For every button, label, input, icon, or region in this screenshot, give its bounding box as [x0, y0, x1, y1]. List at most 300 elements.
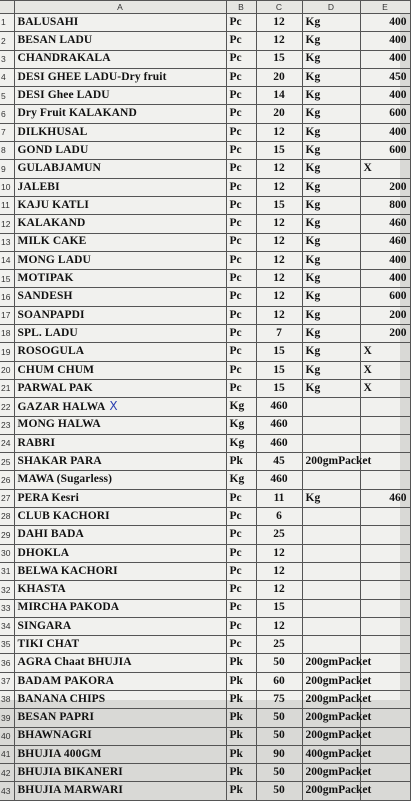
quantity-cell[interactable] [256, 416, 302, 434]
measure-cell[interactable] [302, 379, 360, 397]
unit-cell[interactable] [226, 379, 256, 397]
row-number[interactable] [0, 544, 14, 562]
quantity-cell[interactable] [256, 288, 302, 306]
row-number[interactable] [0, 508, 14, 526]
quantity-cell[interactable] [256, 251, 302, 269]
unit-cell[interactable] [226, 453, 256, 471]
unit-cell[interactable] [226, 636, 256, 654]
measure-cell[interactable] [302, 709, 372, 727]
quantity-cell[interactable] [256, 782, 302, 800]
unit-cell[interactable] [226, 87, 256, 105]
row-number[interactable] [0, 325, 14, 343]
item-name-cell[interactable] [14, 526, 226, 544]
measure-cell[interactable] [302, 251, 360, 269]
row-number[interactable] [0, 343, 14, 361]
measure-cell[interactable] [302, 306, 360, 324]
unit-cell[interactable] [226, 233, 256, 251]
row-number-text: 9 [1, 163, 6, 174]
price-cell[interactable] [360, 361, 410, 379]
measure-cell[interactable] [302, 526, 360, 544]
quantity-cell[interactable] [256, 325, 302, 343]
unit-cell[interactable] [226, 690, 256, 708]
price-cell-text: 600 [389, 143, 407, 156]
item-name-cell[interactable] [14, 782, 226, 800]
price-cell[interactable] [360, 288, 410, 306]
item-name-cell[interactable] [14, 453, 226, 471]
unit-cell[interactable] [226, 32, 256, 50]
price-cell[interactable] [360, 251, 410, 269]
measure-cell[interactable] [302, 654, 372, 672]
unit-cell[interactable] [226, 251, 256, 269]
item-name-cell[interactable] [14, 87, 226, 105]
row-number[interactable] [0, 434, 14, 452]
quantity-cell-text: 12 [273, 253, 285, 266]
measure-cell[interactable] [302, 50, 360, 68]
item-name-cell[interactable] [14, 288, 226, 306]
quantity-cell[interactable] [256, 32, 302, 50]
table-row [0, 398, 410, 416]
row-number[interactable] [0, 416, 14, 434]
price-cell[interactable] [360, 379, 410, 397]
measure-cell[interactable] [302, 489, 360, 507]
measure-cell-text: Kg [305, 143, 321, 156]
measure-cell[interactable] [302, 617, 360, 635]
quantity-cell-text: 14 [273, 89, 285, 102]
item-name-cell[interactable] [14, 178, 226, 196]
quantity-cell[interactable] [256, 471, 302, 489]
unit-cell-text: Pk [229, 674, 243, 687]
price-cell[interactable] [360, 343, 410, 361]
quantity-cell-text: 12 [273, 583, 285, 596]
measure-cell[interactable] [302, 434, 360, 452]
quantity-cell-text: 6 [276, 509, 282, 522]
row-number[interactable] [0, 178, 14, 196]
measure-cell[interactable] [302, 453, 372, 471]
unit-cell[interactable] [226, 599, 256, 617]
measure-cell[interactable] [302, 398, 360, 416]
quantity-cell[interactable] [256, 196, 302, 214]
unit-cell[interactable] [226, 361, 256, 379]
price-cell[interactable] [360, 526, 410, 544]
item-name-cell[interactable] [14, 50, 226, 68]
price-cell[interactable] [360, 306, 410, 324]
row-number[interactable] [0, 782, 14, 800]
price-cell-text: X [363, 162, 372, 175]
item-name-cell-text: BANANA CHIPS [17, 692, 106, 705]
quantity-cell[interactable] [256, 526, 302, 544]
item-name-cell[interactable] [14, 416, 226, 434]
measure-cell[interactable] [302, 343, 360, 361]
measure-cell[interactable] [302, 32, 360, 50]
table-row [0, 416, 410, 434]
item-name-cell[interactable] [14, 306, 226, 324]
item-name-cell[interactable] [14, 325, 226, 343]
price-cell[interactable] [360, 196, 410, 214]
price-cell[interactable] [360, 160, 410, 178]
row-number-text: 35 [1, 639, 11, 650]
item-name-cell-text: DILKHUSAL [17, 125, 88, 138]
price-cell[interactable] [360, 215, 410, 233]
unit-cell[interactable] [226, 270, 256, 288]
unit-cell-text: Pk [229, 784, 243, 797]
item-name-cell[interactable] [14, 489, 226, 507]
row-number[interactable] [0, 196, 14, 214]
quantity-cell[interactable] [256, 636, 302, 654]
unit-cell[interactable] [226, 489, 256, 507]
item-name-cell-text: MAWA (Sugarless) [17, 473, 113, 486]
quantity-cell[interactable] [256, 562, 302, 580]
measure-cell[interactable] [302, 233, 360, 251]
item-name-cell[interactable] [14, 599, 226, 617]
row-number-text: 32 [1, 584, 11, 595]
row-number[interactable] [0, 123, 14, 141]
item-name-cell[interactable] [14, 727, 226, 745]
price-cell[interactable] [360, 14, 410, 32]
measure-cell[interactable] [302, 87, 360, 105]
row-number-text: 39 [1, 712, 11, 723]
quantity-cell[interactable] [256, 727, 302, 745]
quantity-cell[interactable] [256, 745, 302, 763]
price-cell[interactable] [360, 87, 410, 105]
row-number[interactable] [0, 562, 14, 580]
item-name-cell[interactable] [14, 544, 226, 562]
unit-cell[interactable] [226, 196, 256, 214]
unit-cell[interactable] [226, 325, 256, 343]
quantity-cell[interactable] [256, 544, 302, 562]
item-name-cell[interactable] [14, 562, 226, 580]
unit-cell[interactable] [226, 215, 256, 233]
measure-cell[interactable] [302, 215, 360, 233]
item-name-cell[interactable] [14, 398, 226, 416]
quantity-cell[interactable] [256, 14, 302, 32]
quantity-cell[interactable] [256, 123, 302, 141]
measure-cell[interactable] [302, 636, 360, 654]
table-row [0, 471, 410, 489]
row-number[interactable] [0, 160, 14, 178]
price-cell[interactable] [360, 544, 410, 562]
price-cell[interactable] [360, 489, 410, 507]
row-number[interactable] [0, 727, 14, 745]
unit-cell[interactable] [226, 142, 256, 160]
row-number[interactable] [0, 288, 14, 306]
quantity-cell[interactable] [256, 233, 302, 251]
unit-cell[interactable] [226, 105, 256, 123]
measure-cell[interactable] [302, 270, 360, 288]
row-number[interactable] [0, 489, 14, 507]
row-number[interactable] [0, 105, 14, 123]
item-name-cell-text: ROSOGULA [17, 345, 85, 358]
unit-cell[interactable] [226, 14, 256, 32]
unit-cell[interactable] [226, 562, 256, 580]
unit-cell[interactable] [226, 764, 256, 782]
row-number[interactable] [0, 398, 14, 416]
quantity-cell-text: 20 [273, 107, 285, 120]
measure-cell[interactable] [302, 690, 372, 708]
price-cell[interactable] [360, 68, 410, 86]
measure-cell[interactable] [302, 68, 360, 86]
unit-cell[interactable] [226, 544, 256, 562]
quantity-cell[interactable] [256, 306, 302, 324]
item-name-cell[interactable] [14, 508, 226, 526]
item-name-cell[interactable] [14, 471, 226, 489]
unit-cell[interactable] [226, 709, 256, 727]
measure-cell[interactable] [302, 508, 360, 526]
price-cell[interactable] [360, 599, 410, 617]
item-name-cell[interactable] [14, 160, 226, 178]
unit-cell[interactable] [226, 782, 256, 800]
item-name-cell[interactable] [14, 32, 226, 50]
unit-cell[interactable] [226, 398, 256, 416]
measure-cell[interactable] [302, 471, 360, 489]
price-cell[interactable] [360, 270, 410, 288]
row-number[interactable] [0, 68, 14, 86]
item-name-cell[interactable] [14, 672, 226, 690]
unit-cell[interactable] [226, 123, 256, 141]
item-name-cell[interactable] [14, 636, 226, 654]
item-name-cell[interactable] [14, 343, 226, 361]
item-name-cell-text: KALAKAND [17, 217, 86, 230]
item-name-cell[interactable] [14, 709, 226, 727]
row-number[interactable] [0, 32, 14, 50]
row-number[interactable] [0, 50, 14, 68]
item-name-cell[interactable] [14, 123, 226, 141]
unit-cell[interactable] [226, 654, 256, 672]
row-number[interactable] [0, 215, 14, 233]
quantity-cell[interactable] [256, 489, 302, 507]
measure-cell[interactable] [302, 562, 360, 580]
item-name-cell[interactable] [14, 233, 226, 251]
quantity-cell-text: 50 [273, 766, 285, 779]
item-name-cell[interactable] [14, 434, 226, 452]
row-number[interactable] [0, 672, 14, 690]
unit-cell[interactable] [226, 416, 256, 434]
price-cell[interactable] [360, 508, 410, 526]
item-name-cell-text: SHAKAR PARA [17, 455, 102, 468]
item-name-cell[interactable] [14, 379, 226, 397]
measure-cell[interactable] [302, 599, 360, 617]
quantity-cell[interactable] [256, 508, 302, 526]
measure-cell[interactable] [302, 581, 360, 599]
measure-cell[interactable] [302, 105, 360, 123]
item-name-cell[interactable] [14, 581, 226, 599]
item-name-cell[interactable] [14, 270, 226, 288]
quantity-cell[interactable] [256, 709, 302, 727]
row-number-text: 42 [1, 767, 11, 778]
measure-cell-text: Kg [305, 381, 321, 394]
row-number[interactable] [0, 526, 14, 544]
price-cell[interactable] [360, 434, 410, 452]
price-cell[interactable] [360, 325, 410, 343]
quantity-cell[interactable] [256, 617, 302, 635]
price-cell[interactable] [360, 50, 410, 68]
row-number[interactable] [0, 361, 14, 379]
item-name-cell[interactable] [14, 196, 226, 214]
row-number-text: 5 [1, 90, 6, 101]
quantity-cell[interactable] [256, 434, 302, 452]
item-name-cell[interactable] [14, 654, 226, 672]
quantity-cell[interactable] [256, 343, 302, 361]
measure-cell-text: Kg [305, 70, 321, 83]
item-name-cell[interactable] [14, 14, 226, 32]
quantity-cell[interactable] [256, 581, 302, 599]
quantity-cell[interactable] [256, 654, 302, 672]
price-cell[interactable] [360, 617, 410, 635]
column-header-e: E [360, 1, 410, 14]
measure-cell[interactable] [302, 325, 360, 343]
measure-cell[interactable] [302, 196, 360, 214]
row-number[interactable] [0, 617, 14, 635]
measure-cell[interactable] [302, 178, 360, 196]
price-cell[interactable] [360, 142, 410, 160]
unit-cell[interactable] [226, 672, 256, 690]
quantity-cell[interactable] [256, 68, 302, 86]
unit-cell[interactable] [226, 745, 256, 763]
unit-cell[interactable] [226, 160, 256, 178]
quantity-cell-text: 11 [273, 491, 285, 504]
unit-cell[interactable] [226, 471, 256, 489]
item-name-cell[interactable] [14, 764, 226, 782]
unit-cell[interactable] [226, 526, 256, 544]
measure-cell[interactable] [302, 672, 372, 690]
unit-cell[interactable] [226, 434, 256, 452]
measure-cell-text: Kg [305, 217, 321, 230]
quantity-cell-text: 15 [273, 143, 285, 156]
quantity-cell-text: 15 [273, 198, 285, 211]
quantity-cell[interactable] [256, 361, 302, 379]
row-number[interactable] [0, 270, 14, 288]
item-name-cell-text: DHOKLA [17, 546, 70, 559]
unit-cell-text: Pc [229, 180, 242, 193]
measure-cell-text: Kg [305, 363, 321, 376]
row-number[interactable] [0, 379, 14, 397]
unit-cell[interactable] [226, 178, 256, 196]
unit-cell[interactable] [226, 581, 256, 599]
quantity-cell[interactable] [256, 453, 302, 471]
item-name-cell[interactable] [14, 690, 226, 708]
row-number[interactable] [0, 654, 14, 672]
table-row [0, 782, 410, 800]
quantity-cell[interactable] [256, 690, 302, 708]
row-number[interactable] [0, 142, 14, 160]
price-cell-text: 800 [389, 198, 407, 211]
item-name-cell-text: GAZAR HALWA [17, 401, 106, 414]
row-number[interactable] [0, 251, 14, 269]
measure-cell[interactable] [302, 14, 360, 32]
item-name-cell[interactable] [14, 142, 226, 160]
measure-cell[interactable] [302, 727, 372, 745]
unit-cell[interactable] [226, 343, 256, 361]
row-number[interactable] [0, 87, 14, 105]
row-number[interactable] [0, 764, 14, 782]
unit-cell[interactable] [226, 68, 256, 86]
price-cell[interactable] [360, 581, 410, 599]
measure-cell[interactable] [302, 764, 372, 782]
row-number[interactable] [0, 709, 14, 727]
row-number[interactable] [0, 453, 14, 471]
quantity-cell[interactable] [256, 105, 302, 123]
measure-cell[interactable] [302, 361, 360, 379]
table-body [0, 14, 410, 801]
item-name-cell[interactable] [14, 617, 226, 635]
quantity-cell[interactable] [256, 599, 302, 617]
measure-cell[interactable] [302, 544, 360, 562]
row-number[interactable] [0, 581, 14, 599]
price-cell[interactable] [360, 105, 410, 123]
item-name-cell[interactable] [14, 215, 226, 233]
quantity-cell[interactable] [256, 398, 302, 416]
price-cell[interactable] [360, 32, 410, 50]
quantity-cell-text: 45 [273, 455, 285, 468]
row-number[interactable] [0, 599, 14, 617]
row-number[interactable] [0, 690, 14, 708]
measure-cell-text: Kg [305, 34, 321, 47]
price-cell[interactable] [360, 178, 410, 196]
quantity-cell[interactable] [256, 50, 302, 68]
item-name-cell[interactable] [14, 251, 226, 269]
price-cell[interactable] [360, 123, 410, 141]
table-row [0, 105, 410, 123]
price-cell[interactable] [360, 471, 410, 489]
item-name-cell[interactable] [14, 745, 226, 763]
item-name-cell[interactable] [14, 361, 226, 379]
item-name-cell[interactable] [14, 68, 226, 86]
price-cell[interactable] [360, 416, 410, 434]
measure-cell[interactable] [302, 123, 360, 141]
row-number[interactable] [0, 471, 14, 489]
table-row [0, 32, 410, 50]
item-name-cell-text: GULABJAMUN [17, 162, 101, 175]
measure-cell[interactable] [302, 745, 372, 763]
item-name-cell-text: SOANPAPDI [17, 308, 85, 321]
row-number-text: 13 [1, 236, 11, 247]
price-cell[interactable] [360, 562, 410, 580]
unit-cell[interactable] [226, 50, 256, 68]
price-cell[interactable] [360, 636, 410, 654]
row-number[interactable] [0, 636, 14, 654]
row-number[interactable] [0, 233, 14, 251]
quantity-cell[interactable] [256, 160, 302, 178]
price-cell[interactable] [360, 398, 410, 416]
unit-cell-text: Pc [229, 528, 242, 541]
measure-cell[interactable] [302, 782, 372, 800]
table-row [0, 745, 410, 763]
item-name-cell[interactable] [14, 105, 226, 123]
measure-cell[interactable] [302, 416, 360, 434]
quantity-cell[interactable] [256, 764, 302, 782]
quantity-cell[interactable] [256, 178, 302, 196]
quantity-cell[interactable] [256, 379, 302, 397]
unit-cell[interactable] [226, 617, 256, 635]
measure-cell[interactable] [302, 160, 360, 178]
quantity-cell[interactable] [256, 215, 302, 233]
quantity-cell[interactable] [256, 672, 302, 690]
row-number[interactable] [0, 306, 14, 324]
unit-cell[interactable] [226, 288, 256, 306]
quantity-cell[interactable] [256, 142, 302, 160]
price-cell[interactable] [360, 233, 410, 251]
quantity-cell[interactable] [256, 270, 302, 288]
unit-cell[interactable] [226, 306, 256, 324]
row-number[interactable] [0, 745, 14, 763]
quantity-cell[interactable] [256, 87, 302, 105]
unit-cell-text: Kg [229, 436, 245, 449]
unit-cell[interactable] [226, 727, 256, 745]
measure-cell[interactable] [302, 288, 360, 306]
row-number[interactable] [0, 14, 14, 32]
measure-cell[interactable] [302, 142, 360, 160]
row-number-text: 25 [1, 456, 11, 467]
unit-cell[interactable] [226, 508, 256, 526]
